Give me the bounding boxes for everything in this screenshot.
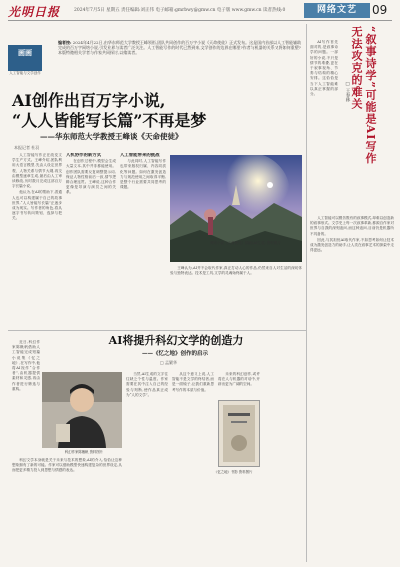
article2-paragraph: 当然,AI生成的文字往往缺乏个性与温度。作家需要在其中注入自己的经验与判断,使作品真正成为“人的文学”。 bbox=[126, 372, 168, 397]
figure1-caption: 网络小说《天命使徒》插画(AI生成) 资料图片 bbox=[210, 241, 281, 245]
newspaper-logo: 光明日报 bbox=[8, 5, 61, 19]
editor-note-text: 2024年4月22日,由华东师范大学教授王峰领衔,团队共同创作的百万字小说《天命使徒》正式发布。这是国内首部以人工智能辅助完成的百万字网络小说,引发业界与读者广泛关注。人工智能写作的时代已然到来,文学创作的边界在哪里?作者与机器的关系又将如何重塑?本版特邀相关学者与作家共同探讨,以飨读者。 bbox=[58, 40, 302, 55]
article2-paragraph: 科幻文学本身就是关于未来与技术的想象,AI的介入,恰恰让这种想象拥有了新的可能。作家可以借助模型快速构建复杂的世界设定,从而把更多精力投入到思想与情感的表达。 bbox=[12, 458, 122, 473]
issue-meta: 2024年7月5日 星期五 责任编辑:刘正伟 电子邮箱:gmrbwy@gmw.cn 电子版 www.gmw.cn 读者热线:0 bbox=[74, 8, 286, 13]
article2-column-4 bbox=[172, 372, 214, 562]
article1-byline: 本报记者 杜羽 bbox=[14, 145, 40, 150]
article2-subheadline: ——《忆之地》创作的启示 bbox=[141, 351, 208, 357]
sidebar-paragraph: 因此,与其担忧AI取代作家,不如思考如何让技术成为激发创造力的助手,让人类在叙事艺术的探索中走得更远。 bbox=[310, 237, 394, 253]
article1-paragraph: 人工智能写作正在改变文学生产方式。王峰介绍,团队利用大语言模型,先由人设定世界观、人物关系与情节大纲,再交由模型逐章生成,最后由人工审读修改,历时数月完成这部百万字长篇小说。 bbox=[12, 153, 62, 189]
author-photo bbox=[42, 372, 122, 448]
article1-subhead: 人机协作的新方式 bbox=[66, 153, 102, 158]
article1-paragraph: 与此同时,人工智能写作也带来版权归属、内容同质化等问题。如何在激发创造力与规范使用之间取得平衡,是整个行业需要共同思考的课题。 bbox=[120, 159, 166, 190]
figure2-caption: 科幻作家陈楸帆 资料图片 bbox=[64, 450, 104, 454]
article2-byline: □ 孟繁华 bbox=[160, 360, 178, 365]
top-divider bbox=[8, 20, 392, 21]
ai-illustration-image bbox=[170, 155, 302, 262]
section-divider bbox=[8, 330, 306, 331]
author-photo-svg bbox=[42, 372, 122, 448]
article1-subhead: 人工智能带来的挑战 bbox=[120, 153, 160, 158]
editor-note bbox=[58, 40, 304, 90]
ai-illustration-svg bbox=[170, 155, 302, 262]
book-cover-svg bbox=[219, 401, 259, 466]
article1-headline-line1: AI创作出百万字小说, bbox=[12, 91, 166, 110]
sidebar-title-box bbox=[338, 22, 394, 214]
article2-paragraph: 未来的科幻创作,或许将在人与机器的对话中,开辟出更为广阔的空间。 bbox=[218, 372, 260, 387]
article1-paragraph: 王峰认为,AI并不会取代作家,真正打动人心的作品,仍然来自人对生活的深切体验与独特表达。技术是工具,文学的灵魂始终属于人。 bbox=[170, 266, 302, 276]
article1-column-2 bbox=[66, 153, 116, 328]
figure3-caption: 《忆之地》书影 资料图片 bbox=[214, 470, 253, 474]
editor-note-title: 编者按: bbox=[58, 40, 72, 45]
article2-column-3 bbox=[126, 372, 168, 562]
page-number: 09 bbox=[372, 3, 388, 17]
book-cover-image bbox=[218, 400, 260, 467]
article1-column-4 bbox=[170, 266, 302, 328]
article1-headline-line2: “人人皆能写长篇”不再是梦 bbox=[12, 111, 207, 130]
article1-column-1 bbox=[12, 153, 62, 328]
section-tag: 网络文艺 bbox=[304, 3, 370, 18]
article1-subheadline: ——华东师范大学教授王峰谈《天命使徒》 bbox=[40, 132, 183, 141]
column-divider bbox=[306, 24, 307, 336]
sidebar-title-line2: 无法攻克的难关 bbox=[350, 26, 363, 110]
sidebar-paragraph: AI写作首先面对的,是叙事诗学的问题。一部好的小说,不只是情节的堆叠,更在于叙事视角、节奏与结构的精心安排。这恰恰是当下人工智能难以真正掌握的部分。 bbox=[310, 40, 338, 97]
sidebar-paragraph: 人工智能可以模仿既有的叙事模式,却难以创造新的叙事形式。文学史上每一次叙事革新,都源自作家对世界与自我的深刻追问,而这种追问,目前仍是机器所不具备的。 bbox=[310, 216, 394, 236]
sidebar-author: □ 王春林 bbox=[345, 82, 350, 102]
article1-paragraph: 在创作过程中,模型会生成大量文本,其中并非都能使用。创作团队需要反复调整提示词,保证人物性格前后一致,情节逻辑合理连贯。王峰说,这种合作更像是导演与演员之间的关系。 bbox=[66, 159, 116, 195]
column-logo-subtitle: 人工智能与文学创作 bbox=[9, 71, 41, 75]
article2-column-2 bbox=[12, 458, 122, 562]
sidebar-column-2 bbox=[310, 216, 394, 556]
article1-paragraph: 他认为,在AI的帮助下,普通人也可以构建属于自己的故事世界,“人人皆能写长篇”正逐步成为现实。写作者的角色,将从逐字书写转向策划、选择与把关。 bbox=[12, 190, 62, 221]
sidebar-title-line1: “叙事诗学”可能是AI写作 bbox=[364, 26, 377, 165]
article2-headline: AI将提升科幻文学的创造力 bbox=[108, 334, 244, 347]
article2-paragraph: 从这个意义上说,人工智能不是文学的终结者,而是一面镜子,让我们重新思考写作的本质与价值。 bbox=[172, 372, 214, 392]
article1-column-3 bbox=[120, 153, 166, 328]
column-logo: 画画 bbox=[8, 45, 42, 71]
column-divider bbox=[306, 336, 307, 562]
article2-paragraph: 近日,科幻作家陈楸帆借助人工智能完成短篇小说集《忆之地》,在写作中,他将AI视作“合作者”,由机器提供素材和灵感,再由作者进行筛选与重构。 bbox=[12, 340, 40, 391]
